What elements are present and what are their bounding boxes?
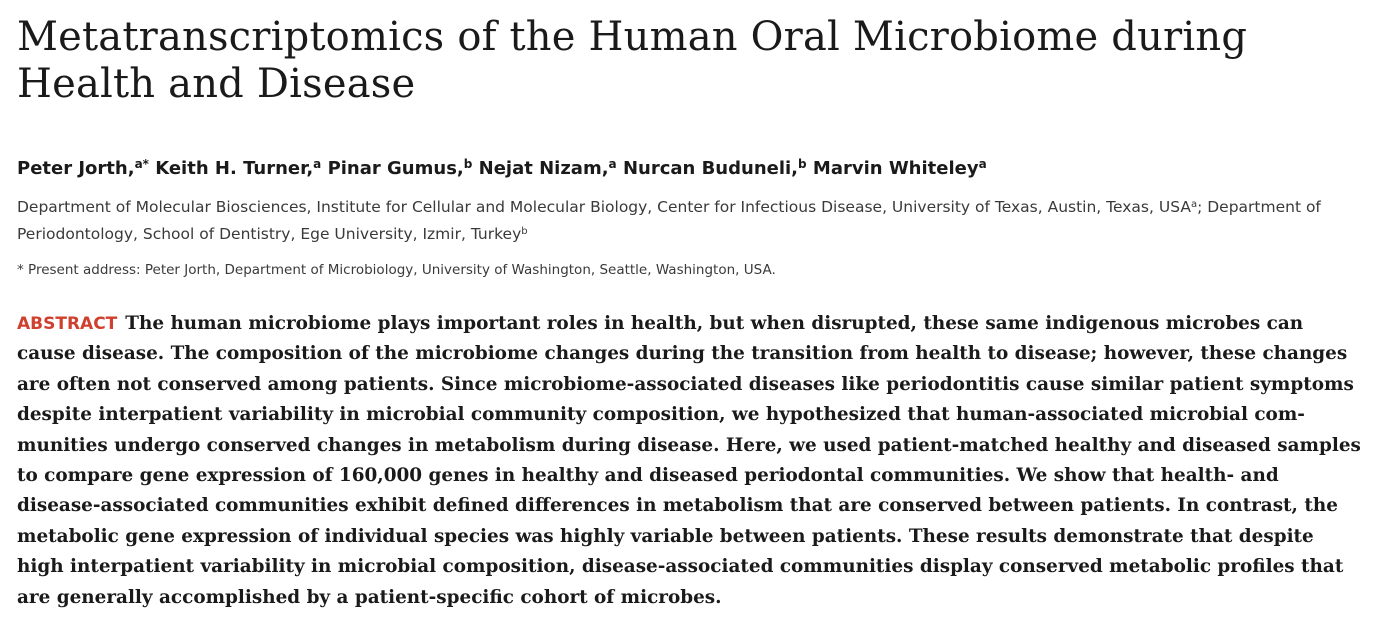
paper-title: Metatranscriptomics of the Human Oral Microbiome during Health and Disease [17, 14, 1248, 107]
author-name: Pinar Gumus, [327, 158, 464, 179]
affiliation-text-1: Department of Molecular Biosciences, Institute for Cellular and Molecular Biology, Center for Infectious Disease, University of Texas, Austin, Texas, USA [17, 198, 1191, 216]
author-4 [479, 158, 617, 179]
affiliations [17, 194, 1367, 248]
author-name: Marvin Whiteley [812, 158, 979, 179]
author-5 [623, 158, 807, 179]
author-name: Nejat Nizam, [478, 158, 609, 179]
author-affiliation-mark: a [608, 157, 617, 171]
author-affiliation-mark: b [463, 157, 473, 171]
affiliation-text-2: ; Department of Periodontology, School of Dentistry, Ege University, Izmir, Turkey [17, 198, 1321, 243]
author-affiliation-mark: b [798, 157, 807, 171]
present-address-note: * Present address: Peter Jorth, Department of Microbiology, University of Washington, Seattle, Washington, USA. [17, 262, 776, 278]
author-affiliation-mark: a* [134, 157, 149, 171]
author-name: Nurcan Buduneli, [622, 158, 799, 179]
author-name: Keith H. Turner, [155, 158, 314, 179]
abstract [17, 309, 1362, 613]
author-6 [813, 158, 987, 179]
affiliation-mark-b: b [521, 226, 528, 237]
author-affiliation-mark: a [978, 157, 987, 171]
abstract-text: The human microbiome plays important roles in health, but when disrupted, these same indigenous microbes can cause disease. The composition of the microbiome changes during the transition from health to disease; however, these changes are often not conserved among patients. Since microbiome-associated diseases like periodontitis cause similar patient symptoms despite interpatient variability in microbial community composition, we hypothesized that human-associated microbial communities undergo conserved changes in metabolism during disease. Here, we used patient-matched healthy and diseased samples to compare gene expression of 160,000 genes in healthy and diseased periodontal communities. We show that health- and disease-associated communities exhibit defined differences in metabolism that are conserved between patients. In contrast, the metabolic gene expression of individual species was highly variable between patients. These results demonstrate that despite high interpatient variability in microbial composition, disease-associated communities display conserved metabolic profiles that are generally accomplished by a patient-specific cohort of microbes. [17, 313, 1361, 608]
author-name: Peter Jorth, [17, 158, 135, 179]
author-2 [155, 158, 321, 179]
author-3 [328, 158, 473, 179]
affiliation-mark-a: a [1190, 199, 1198, 210]
abstract-label: ABSTRACT [17, 314, 118, 334]
author-list [17, 156, 1367, 182]
author-affiliation-mark: a [313, 157, 322, 171]
author-1 [17, 158, 149, 179]
